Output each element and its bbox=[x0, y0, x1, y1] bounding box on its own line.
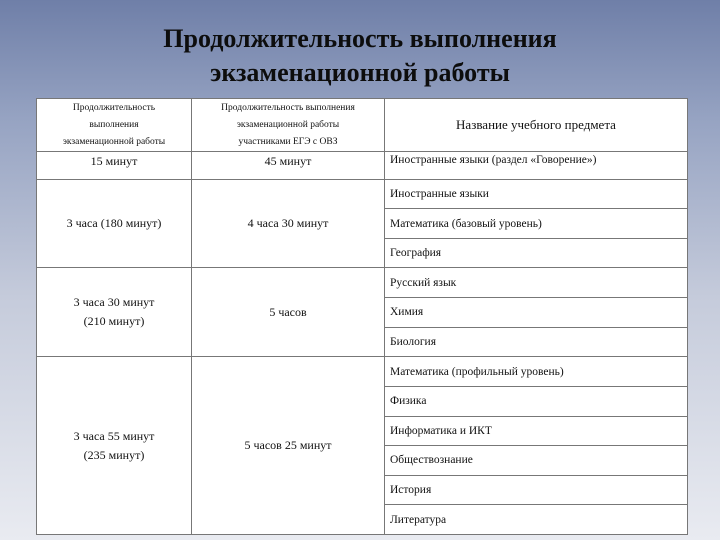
header-duration-line: выполнения bbox=[89, 119, 139, 130]
header-ovz-line: экзаменационной работы bbox=[236, 119, 340, 130]
duration-cell bbox=[37, 268, 192, 357]
duration-text: 3 часа 55 минут bbox=[73, 428, 155, 443]
subject-cell: Физика bbox=[385, 386, 688, 416]
duration-text: 3 часа 30 минут bbox=[73, 295, 155, 310]
duration-text: 3 часа (180 минут) bbox=[66, 216, 162, 231]
header-duration-ovz bbox=[192, 99, 385, 152]
duration-ovz-cell: 5 часов bbox=[192, 268, 385, 357]
subject-cell: Иностранные языки (раздел «Говорение») bbox=[385, 152, 688, 180]
duration-text: (235 минут) bbox=[83, 447, 145, 462]
duration-text: (210 минут) bbox=[83, 314, 145, 329]
subject-cell: Математика (базовый уровень) bbox=[385, 209, 688, 239]
title-line-1: Продолжительность выполнения bbox=[163, 24, 557, 53]
subject-cell: География bbox=[385, 238, 688, 268]
duration-cell bbox=[37, 179, 192, 268]
duration-ovz-cell: 5 часов 25 минут bbox=[192, 357, 385, 535]
table-row bbox=[37, 268, 688, 298]
subject-cell: Математика (профильный уровень) bbox=[385, 357, 688, 387]
exam-duration-table bbox=[36, 98, 688, 535]
duration-ovz-cell: 45 минут bbox=[192, 152, 385, 180]
header-ovz-line: Продолжительность выполнения bbox=[221, 102, 355, 113]
subject-cell: Русский язык bbox=[385, 268, 688, 298]
duration-cell bbox=[37, 152, 192, 180]
subject-cell: Обществознание bbox=[385, 446, 688, 476]
header-duration bbox=[37, 99, 192, 152]
subject-cell: Литература bbox=[385, 505, 688, 535]
subject-cell: Химия bbox=[385, 298, 688, 328]
table-row bbox=[37, 357, 688, 387]
duration-cell bbox=[37, 357, 192, 535]
table-row bbox=[37, 179, 688, 209]
header-duration-line: экзаменационной работы bbox=[62, 136, 166, 147]
duration-ovz-cell: 4 часа 30 минут bbox=[192, 179, 385, 268]
duration-text: 15 минут bbox=[90, 154, 138, 169]
page-title bbox=[0, 22, 720, 90]
table-row bbox=[37, 152, 688, 180]
title-line-2: экзаменационной работы bbox=[210, 58, 510, 87]
subject-cell: Информатика и ИКТ bbox=[385, 416, 688, 446]
subject-cell: Иностранные языки bbox=[385, 179, 688, 209]
header-duration-line: Продолжительность bbox=[72, 102, 156, 113]
subject-cell: История bbox=[385, 475, 688, 505]
subject-cell: Биология bbox=[385, 327, 688, 357]
header-ovz-line: участниками ЕГЭ с ОВЗ bbox=[238, 136, 338, 147]
header-subject: Название учебного предмета bbox=[385, 99, 688, 152]
header-row bbox=[37, 99, 688, 152]
